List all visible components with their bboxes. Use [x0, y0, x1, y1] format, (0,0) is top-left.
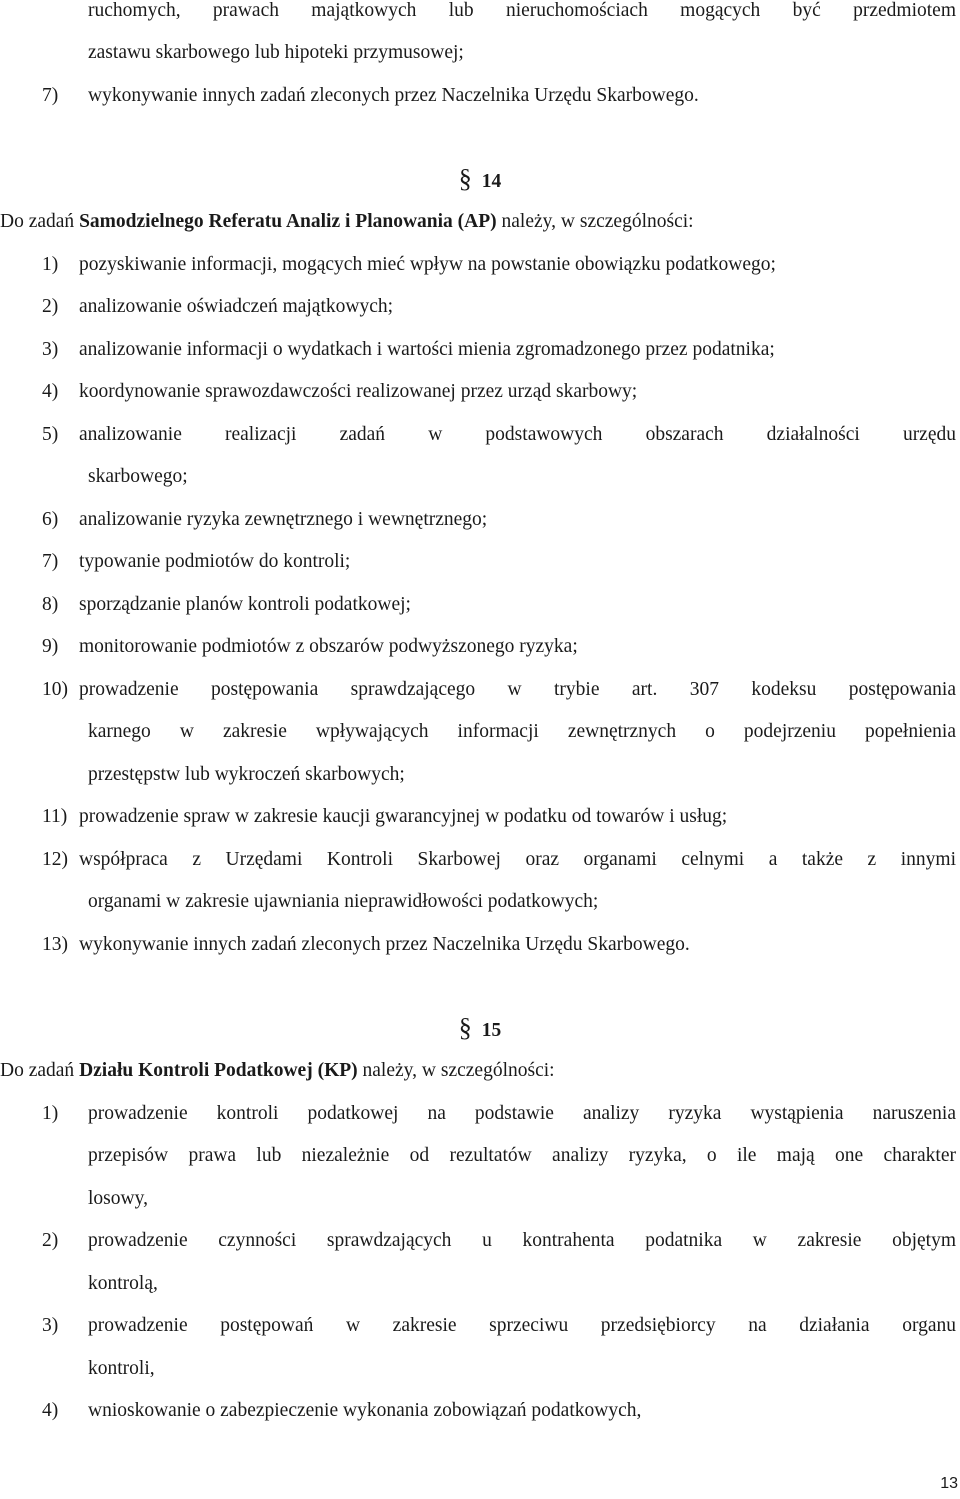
section-intro: Do zadań Samodzielnego Referatu Analiz i Planowania (AP) należy, w szczególności: [0, 211, 694, 232]
continuation-line: losowy, [88, 1188, 148, 1209]
section-heading-14 [0, 158, 960, 204]
continuation-line: karnego w zakresie wpływających informacji zewnętrznych o podejrzeniu popełnienia [88, 721, 956, 742]
section-number: 15 [481, 1020, 502, 1041]
section-intro: Do zadań Działu Kontroli Podatkowej (KP) należy, w szczególności: [0, 1060, 555, 1081]
page-number: 13 [940, 1475, 958, 1492]
continuation-line: ruchomych, prawach majątkowych lub nieruchomościach mogących być przedmiotem [88, 0, 956, 21]
continuation-line: skarbowego; [88, 466, 188, 487]
continuation-line: zastawu skarbowego lub hipoteki przymusowej; [88, 42, 464, 63]
item-text: wykonywanie innych zadań zleconych przez Naczelnika Urzędu Skarbowego. [88, 85, 699, 106]
unit-name: Działu Kontroli Podatkowej (KP) [79, 1060, 358, 1081]
section-number: 14 [481, 171, 502, 192]
continuation-line: przestępstw lub wykroczeń skarbowych; [88, 764, 405, 785]
section-heading-15 [0, 1007, 960, 1053]
item-number: 7) [42, 85, 59, 106]
paragraph-symbol: § [458, 164, 472, 193]
continuation-line: organami w zakresie ujawniania nieprawidłowości podatkowych; [88, 891, 599, 912]
continuation-line: kontroli, [88, 1358, 155, 1379]
continuation-line: przepisów prawa lub niezależnie od rezultatów analizy ryzyka, o ile mają one charakter [88, 1145, 956, 1166]
paragraph-symbol: § [458, 1013, 472, 1042]
unit-name: Samodzielnego Referatu Analiz i Planowania (AP) [79, 211, 497, 232]
continuation-line: kontrolą, [88, 1273, 158, 1294]
